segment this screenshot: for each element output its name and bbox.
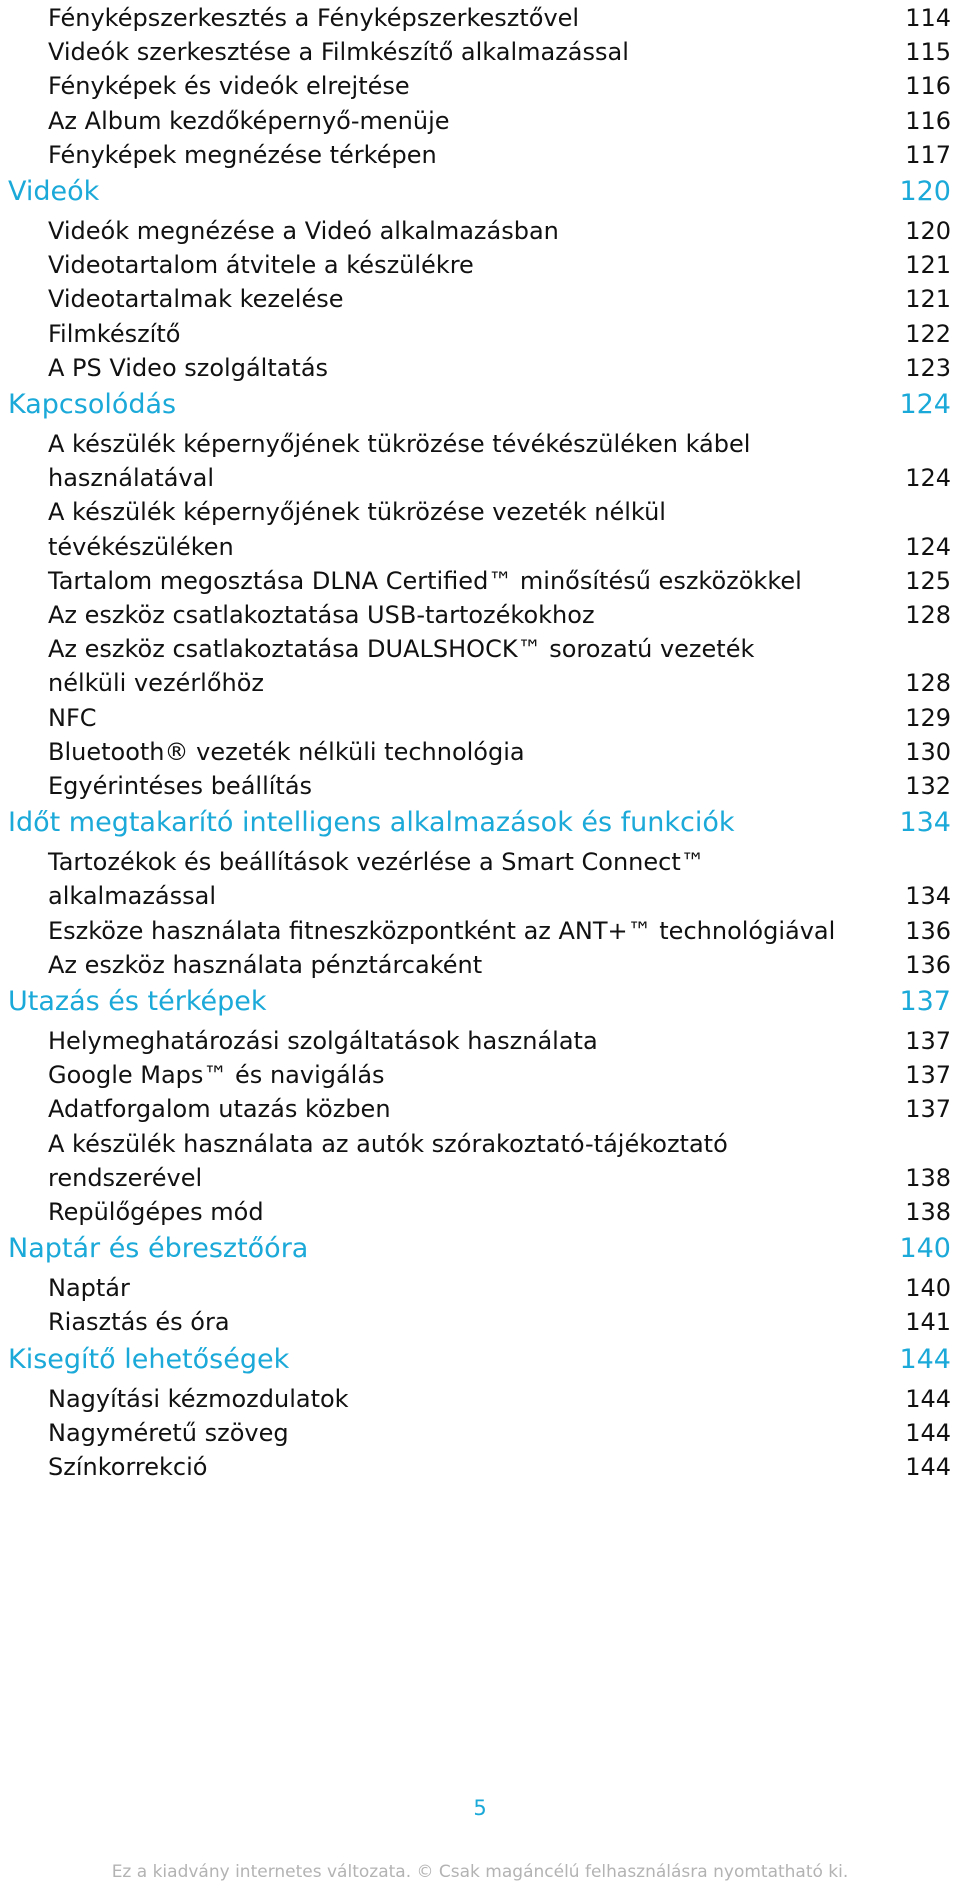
toc-entry[interactable] bbox=[48, 597, 951, 633]
toc-entry-title: Naptár és ébresztőóra bbox=[8, 1233, 309, 1265]
toc-entry-title-line: A készülék képernyőjének tükrözése tévékészüléken kábel bbox=[48, 430, 751, 458]
toc-entry[interactable] bbox=[48, 700, 951, 736]
toc-entry-title: Kapcsolódás bbox=[8, 389, 177, 420]
toc-section[interactable] bbox=[8, 1341, 951, 1379]
toc-entry-title: Helymeghatározási szolgáltatások használata bbox=[48, 1027, 598, 1055]
toc-entry-title: Kisegítő lehetőségek bbox=[8, 1343, 290, 1375]
toc-entry[interactable] bbox=[48, 947, 951, 983]
toc-entry-title: Az Album kezdőképernyő-menüje bbox=[48, 106, 450, 135]
toc-entry[interactable] bbox=[48, 281, 951, 317]
toc-entry-title: Videotartalom átvitele a készülékre bbox=[48, 251, 474, 280]
toc-entry[interactable] bbox=[48, 137, 951, 173]
toc-page-number: 134 bbox=[905, 882, 951, 911]
toc-page-number: 137 bbox=[905, 1061, 951, 1090]
toc-page-number: 136 bbox=[905, 950, 951, 979]
toc-entry-title-line: A készülék képernyőjének tükrözése vezeték nélkül bbox=[48, 498, 666, 527]
toc-entry-title: Filmkészítő bbox=[48, 319, 181, 348]
toc-entry[interactable] bbox=[48, 878, 951, 914]
toc-entry[interactable] bbox=[48, 68, 951, 104]
toc-page-number: 116 bbox=[905, 72, 951, 101]
toc-entry[interactable] bbox=[48, 563, 951, 599]
toc-entry-title: rendszerével bbox=[48, 1163, 203, 1192]
toc-entry-title: Fényképek megnézése térképen bbox=[48, 140, 437, 169]
toc-section[interactable] bbox=[8, 1230, 951, 1268]
toc-page-number: 144 bbox=[905, 1453, 951, 1481]
toc-entry-title: Videók megnézése a Videó alkalmazásban bbox=[48, 217, 559, 245]
toc-entry-title: Naptár bbox=[48, 1274, 130, 1303]
toc-entry-title: Fényképszerkesztés a Fényképszerkesztővel bbox=[48, 4, 580, 32]
toc-entry-title: A PS Video szolgáltatás bbox=[48, 353, 329, 382]
toc-entry-title: Bluetooth® vezeték nélküli technológia bbox=[48, 737, 525, 766]
toc-page-number: 120 bbox=[905, 217, 951, 245]
toc-entry[interactable] bbox=[48, 0, 951, 36]
toc-section[interactable] bbox=[8, 804, 951, 842]
toc-page-number: 144 bbox=[899, 1343, 951, 1375]
toc-entry-title: Fényképek és videók elrejtése bbox=[48, 72, 410, 101]
toc-entry-title: Időt megtakarító intelligens alkalmazások és funkciók bbox=[8, 807, 735, 839]
toc-entry-title: nélküli vezérlőhöz bbox=[48, 669, 265, 698]
toc-page-number: 137 bbox=[905, 1095, 951, 1124]
toc-entry-title: Google Maps™ és navigálás bbox=[48, 1061, 385, 1090]
toc-page-number: 140 bbox=[899, 1233, 951, 1265]
toc-page-number: 137 bbox=[905, 1027, 951, 1055]
toc-entry-title-line: Az eszköz csatlakoztatása DUALSHOCK™ sorozatú vezeték bbox=[48, 635, 755, 664]
toc-entry-title: Adatforgalom utazás közben bbox=[48, 1095, 391, 1124]
toc-page-number: 132 bbox=[905, 772, 951, 800]
toc-entry-title: használatával bbox=[48, 464, 215, 493]
toc-entry-title: Nagyméretű szöveg bbox=[48, 1418, 289, 1447]
toc-entry[interactable] bbox=[48, 1057, 951, 1093]
toc-entry-title: Videotartalmak kezelése bbox=[48, 285, 344, 314]
toc-section[interactable] bbox=[8, 386, 951, 424]
toc-page-number: 144 bbox=[905, 1418, 951, 1447]
toc-entry[interactable] bbox=[48, 913, 951, 949]
toc-entry[interactable] bbox=[48, 665, 951, 701]
toc-page-number: 138 bbox=[905, 1198, 951, 1226]
toc-section[interactable] bbox=[8, 983, 951, 1021]
toc-page-number: 125 bbox=[905, 566, 951, 595]
toc-entry[interactable] bbox=[48, 34, 951, 70]
toc-section[interactable] bbox=[8, 173, 951, 211]
toc-entry-title: tévékészüléken bbox=[48, 532, 234, 561]
toc-entry[interactable] bbox=[48, 1304, 951, 1340]
toc-entry-title: Az eszköz használata pénztárcaként bbox=[48, 950, 483, 979]
toc-entry-title-line: A készülék használata az autók szórakoztató-tájékoztató bbox=[48, 1129, 728, 1158]
toc-entry-title: Tartalom megosztása DLNA Certified™ minősítésű eszközökkel bbox=[48, 566, 802, 595]
toc-entry-title: Az eszköz csatlakoztatása USB-tartozékokhoz bbox=[48, 601, 595, 629]
toc-entry[interactable] bbox=[48, 1415, 951, 1451]
toc-entry-title: NFC bbox=[48, 703, 97, 732]
toc-entry-title: Utazás és térképek bbox=[8, 986, 267, 1017]
toc-page-number: 136 bbox=[905, 916, 951, 945]
toc-page-number: 134 bbox=[899, 807, 951, 839]
toc-entry-title: Videók szerkesztése a Filmkészítő alkalmazással bbox=[48, 38, 629, 67]
toc-entry-title-line: Tartozékok és beállítások vezérlése a Smart Connect™ bbox=[48, 848, 705, 877]
toc-entry-title: Riasztás és óra bbox=[48, 1308, 230, 1337]
toc-entry[interactable] bbox=[48, 247, 951, 283]
toc-entry[interactable] bbox=[48, 1381, 951, 1417]
toc-entry[interactable] bbox=[48, 768, 951, 804]
toc-entry-title: Videók bbox=[8, 176, 100, 207]
toc-entry[interactable] bbox=[48, 213, 951, 249]
toc-entry-title: Eszköze használata fitneszközpontként az ANT+™ technológiával bbox=[48, 916, 836, 945]
toc-entry[interactable] bbox=[48, 1270, 951, 1306]
toc-entry-title: Színkorrekció bbox=[48, 1453, 208, 1481]
toc-entry[interactable] bbox=[48, 1449, 951, 1485]
toc-page-number: 124 bbox=[905, 532, 951, 561]
toc-entry[interactable] bbox=[48, 1091, 951, 1127]
toc-page-number: 140 bbox=[905, 1274, 951, 1303]
footer-notice: Ez a kiadvány internetes változata. © Csak magáncélú felhasználásra nyomtatható ki. bbox=[111, 1862, 849, 1882]
toc-entry[interactable] bbox=[48, 103, 951, 139]
toc-entry[interactable] bbox=[48, 529, 951, 565]
toc-entry[interactable] bbox=[48, 350, 951, 386]
toc-page-number: 130 bbox=[905, 737, 951, 766]
toc-page-number: 115 bbox=[905, 38, 951, 67]
toc-page-number: 121 bbox=[905, 251, 951, 280]
toc-entry[interactable] bbox=[48, 1194, 951, 1230]
toc-page-number: 128 bbox=[905, 669, 951, 698]
page-number: 5 bbox=[473, 1796, 487, 1820]
toc-page-number: 128 bbox=[905, 601, 951, 629]
toc-page-number: 137 bbox=[899, 986, 951, 1017]
toc-entry-title: Egyérintéses beállítás bbox=[48, 772, 313, 800]
toc-page-number: 120 bbox=[899, 176, 951, 207]
toc-page-number: 123 bbox=[905, 353, 951, 382]
toc-entry[interactable] bbox=[48, 1160, 951, 1196]
toc-page-number: 122 bbox=[905, 319, 951, 348]
toc-page-number: 124 bbox=[905, 464, 951, 493]
toc-entry[interactable] bbox=[48, 734, 951, 770]
toc-entry-title: Nagyítási kézmozdulatok bbox=[48, 1384, 349, 1413]
toc-page-number: 144 bbox=[905, 1384, 951, 1413]
toc-page-number: 121 bbox=[905, 285, 951, 314]
toc-entry[interactable] bbox=[48, 460, 951, 496]
toc-entry-title: Repülőgépes mód bbox=[48, 1198, 264, 1226]
toc-page-number: 129 bbox=[905, 703, 951, 732]
toc-page-number: 117 bbox=[905, 140, 951, 169]
toc-page-number: 124 bbox=[899, 389, 951, 420]
toc-page-number: 138 bbox=[905, 1163, 951, 1192]
toc-page-number: 114 bbox=[905, 4, 951, 32]
toc-entry[interactable] bbox=[48, 1023, 951, 1059]
toc-page-number: 141 bbox=[905, 1308, 951, 1337]
toc-entry-title: alkalmazással bbox=[48, 882, 216, 911]
toc-entry[interactable] bbox=[48, 316, 951, 352]
toc-page-number: 116 bbox=[905, 106, 951, 135]
